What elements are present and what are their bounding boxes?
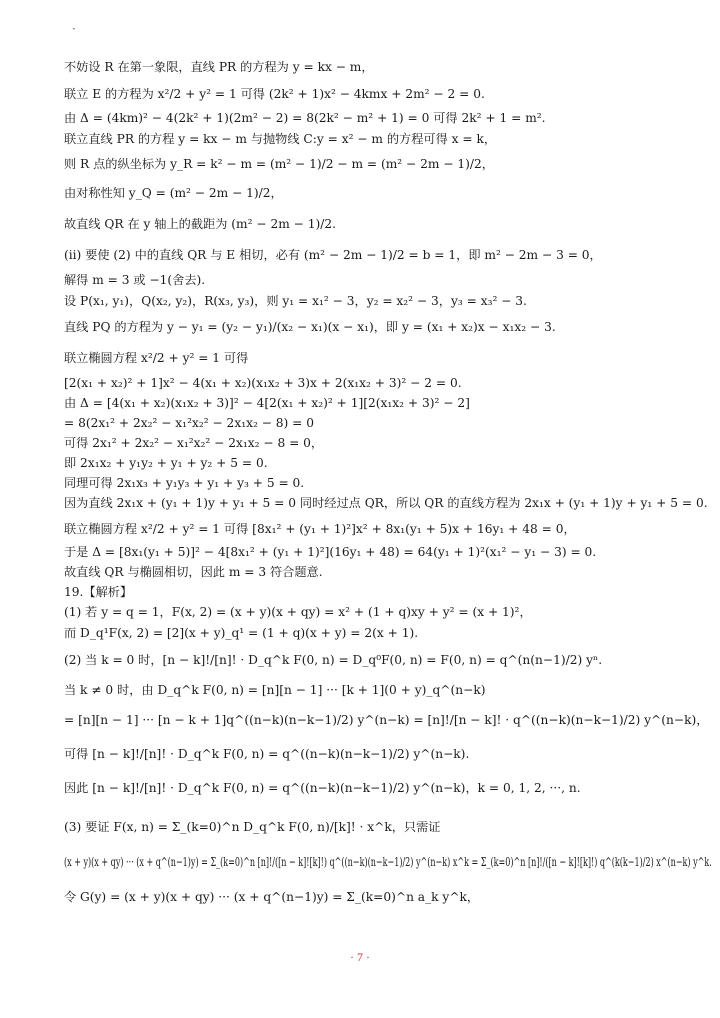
text-line: (x + y)(x + qy) ··· (x + q^(n−1)y) = Σ_(k=0)^n [n]!/([n − k]![k]!) q^((n−k)(n−k−1)/2) y^(n−k) x^k = Σ_(k=0)^n [n]!/([n − k]![k]!) q^(k(k−1)/2) x^(n−k) y^k. [64, 855, 712, 869]
text-line: 因为直线 2x₁x + (y₁ + 1)y + y₁ + 5 = 0 同时经过点 QR，所以 QR 的直线方程为 2x₁x + (y₁ + 1)y + y₁ + 5 = 0. [64, 496, 708, 510]
page-number: · 7 · [350, 950, 370, 964]
text-line: = 8(2x₁² + 2x₂² − x₁²x₂² − 2x₁x₂ − 8) = 0 [64, 416, 315, 430]
text-line: (3) 要证 F(x, n) = Σ_(k=0)^n D_q^k F(0, n)/[k]! · x^k，只需证 [64, 820, 441, 834]
text-line: 当 k ≠ 0 时，由 D_q^k F(0, n) = [n][n − 1] ··· [k + 1](0 + y)_q^(n−k) [64, 683, 486, 697]
section-heading: 19.【解析】 [64, 585, 133, 599]
text-line: 因此 [n − k]!/[n]! · D_q^k F(0, n) = q^((n−k)(n−k−1)/2) y^(n−k)，k = 0, 1, 2, ···, n. [64, 781, 581, 795]
text-line: 故直线 QR 在 y 轴上的截距为 (m² − 2m − 1)/2. [64, 217, 336, 231]
text-line: 联立椭圆方程 x²/2 + y² = 1 可得 [64, 351, 249, 365]
text-line: 即 2x₁x₂ + y₁y₂ + y₁ + y₂ + 5 = 0. [64, 456, 268, 470]
text-line: 而 D_q¹F(x, 2) = [2](x + y)_q¹ = (1 + q)(x + y) = 2(x + 1). [64, 626, 419, 640]
text-line: 由 Δ = [4(x₁ + x₂)(x₁x₂ + 3)]² − 4[2(x₁ + x₂)² + 1][2(x₁x₂ + 3)² − 2] [64, 396, 470, 410]
text-line: 由 Δ = (4km)² − 4(2k² + 1)(2m² − 2) = 8(2k² − m² + 1) = 0 可得 2k² + 1 = m². [64, 111, 546, 125]
text-line: 可得 2x₁² + 2x₂² − x₁²x₂² − 2x₁x₂ − 8 = 0， [64, 436, 324, 450]
text-line: 联立 E 的方程为 x²/2 + y² = 1 可得 (2k² + 1)x² − 4kmx + 2m² − 2 = 0. [64, 87, 485, 101]
text-line: [2(x₁ + x₂)² + 1]x² − 4(x₁ + x₂)(x₁x₂ + 3)x + 2(x₁x₂ + 3)² − 2 = 0. [64, 376, 462, 390]
text-line: 联立直线 PR 的方程 y = kx − m 与抛物线 C:y = x² − m 的方程可得 x = k， [64, 132, 497, 146]
text-line: (ii) 要使 (2) 中的直线 QR 与 E 相切，必有 (m² − 2m − 1)/2 = b = 1，即 m² − 2m − 3 = 0， [64, 248, 602, 262]
text-line: 不妨设 R 在第一象限，直线 PR 的方程为 y = kx − m， [64, 60, 374, 74]
top-mark: · [72, 22, 76, 36]
text-line: 解得 m = 3 或 −1(舍去). [64, 273, 206, 287]
text-line: 故直线 QR 与椭圆相切，因此 m = 3 符合题意. [64, 565, 323, 579]
text-line: 设 P(x₁, y₁)，Q(x₂, y₂)，R(x₃, y₃)，则 y₁ = x₁² − 3，y₂ = x₂² − 3，y₃ = x₃² − 3. [64, 294, 527, 308]
text-line: 令 G(y) = (x + y)(x + qy) ··· (x + q^(n−1)y) = Σ_(k=0)^n a_k y^k， [64, 890, 480, 904]
text-line: 则 R 点的纵坐标为 y_R = k² − m = (m² − 1)/2 − m = (m² − 2m − 1)/2， [64, 157, 494, 171]
text-line: (1) 若 y = q = 1，F(x, 2) = (x + y)(x + qy) = x² + (1 + q)xy + y² = (x + 1)²， [64, 605, 532, 619]
text-line: (2) 当 k = 0 时，[n − k]!/[n]! · D_q^k F(0, n) = D_q⁰F(0, n) = F(0, n) = q^(n(n−1)/2) yⁿ. [64, 653, 603, 667]
text-line: 于是 Δ = [8x₁(y₁ + 5)]² − 4[8x₁² + (y₁ + 1)²](16y₁ + 48) = 64(y₁ + 1)²(x₁² − y₁ − 3) = 0. [64, 545, 597, 559]
text-line: 同理可得 2x₁x₃ + y₁y₃ + y₁ + y₃ + 5 = 0. [64, 476, 305, 490]
text-line: 直线 PQ 的方程为 y − y₁ = (y₂ − y₁)/(x₂ − x₁)(x − x₁)，即 y = (x₁ + x₂)x − x₁x₂ − 3. [64, 320, 556, 334]
text-line: 联立椭圆方程 x²/2 + y² = 1 可得 [8x₁² + (y₁ + 1)²]x² + 8x₁(y₁ + 5)x + 16y₁ + 48 = 0， [64, 522, 576, 536]
text-line: 由对称性知 y_Q = (m² − 2m − 1)/2， [64, 186, 283, 200]
text-line: = [n][n − 1] ··· [n − k + 1]q^((n−k)(n−k−1)/2) y^(n−k) = [n]!/[n − k]! · q^((n−k)(n−k−1)/2) y^(n−k)， [64, 713, 709, 727]
text-line: 可得 [n − k]!/[n]! · D_q^k F(0, n) = q^((n−k)(n−k−1)/2) y^(n−k). [64, 747, 470, 761]
